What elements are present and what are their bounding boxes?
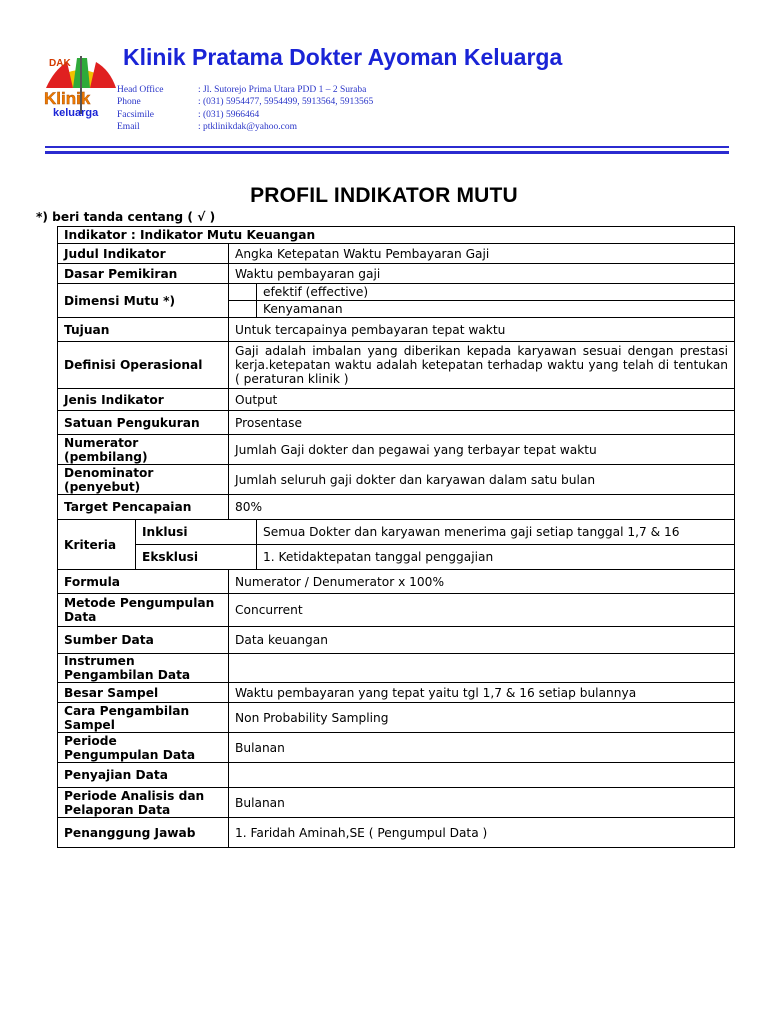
row-label-line: Cara Pengambilan (64, 703, 190, 718)
row-value: Data keuangan (229, 627, 735, 654)
table-row (58, 244, 735, 264)
logo-word-klinik: Klinik (44, 89, 91, 108)
row-label-line: Periode Analisis dan (64, 788, 205, 803)
row-value: Non Probability Sampling (229, 703, 735, 733)
contact-row-phone (117, 96, 373, 108)
row-label: Dasar Pemikiran (58, 264, 229, 284)
row-value: Angka Ketepatan Waktu Pembayaran Gaji (229, 244, 735, 264)
table-row (58, 654, 735, 683)
table-row (58, 703, 735, 733)
row-value: Numerator / Denumerator x 100% (229, 570, 735, 594)
row-value: Bulanan (229, 733, 735, 763)
row-label: Formula (58, 570, 229, 594)
contact-value: : ptklinikdak@yahoo.com (198, 121, 297, 132)
row-value: Output (229, 389, 735, 411)
row-label-line: Periode (64, 733, 117, 748)
row-sublabel: Inklusi (136, 520, 257, 545)
page-title: PROFIL INDIKATOR MUTU (250, 184, 518, 207)
table-row (58, 284, 735, 301)
row-label-line: Pengumpulan Data (64, 747, 196, 762)
row-value: Waktu pembayaran yang tepat yaitu tgl 1,7 & 16 setiap bulannya (229, 683, 735, 703)
contact-row-fax (117, 109, 373, 121)
row-label: Judul Indikator (58, 244, 229, 264)
row-label: Penanggung Jawab (58, 818, 229, 848)
contact-row-email (117, 121, 373, 133)
row-value: Jumlah Gaji dokter dan pegawai yang terbayar tepat waktu (229, 435, 735, 465)
checkmark-note: *) beri tanda centang ( √ ) (36, 210, 216, 224)
row-label: Target Pencapaian (58, 495, 229, 520)
contact-row-office (117, 84, 373, 96)
header-rule-thick (45, 151, 729, 154)
row-label-line: Sampel (64, 717, 115, 732)
table-row (58, 763, 735, 788)
row-label (58, 465, 229, 495)
table-row (58, 342, 735, 389)
clinic-name: Klinik Pratama Dokter Ayoman Keluarga (123, 44, 563, 70)
table-row (58, 227, 735, 244)
logo-arc-text: DAK (49, 58, 71, 69)
row-label-line: Instrumen (64, 654, 135, 668)
row-label-line: (pembilang) (64, 449, 148, 464)
table-row (58, 788, 735, 818)
table-row (58, 264, 735, 284)
contact-value: : Jl. Sutorejo Prima Utara PDD 1 – 2 Suraba (198, 85, 367, 95)
row-value: Gaji adalah imbalan yang diberikan kepada karyawan sesuai dengan prestasi kerja.ketepatan waktu adalah ketepatan terhadap waktu yang telah di tentukan ( peraturan klinik ) (229, 342, 735, 389)
contact-label: Facsimile (117, 109, 154, 120)
dimension-option: Kenyamanan (257, 301, 735, 318)
row-label: Satuan Pengukuran (58, 411, 229, 435)
row-value: Semua Dokter dan karyawan menerima gaji setiap tanggal 1,7 & 16 (257, 520, 735, 545)
row-value (229, 654, 735, 683)
row-label-line: (penyebut) (64, 479, 141, 494)
table-heading: Indikator : Indikator Mutu Keuangan (58, 227, 735, 244)
contact-value: : (031) 5966464 (198, 109, 260, 120)
row-value: 1. Faridah Aminah,SE ( Pengumpul Data ) (229, 818, 735, 848)
row-label (58, 654, 229, 683)
row-label-line: Data (64, 610, 97, 624)
row-label (58, 733, 229, 763)
row-value: Waktu pembayaran gaji (229, 264, 735, 284)
contact-label: Head Office (117, 85, 164, 95)
indicator-profile-table (57, 226, 735, 848)
row-label (58, 703, 229, 733)
row-label: Penyajian Data (58, 763, 229, 788)
logo-word-keluarga: keluarga (53, 107, 99, 119)
row-label (58, 594, 229, 627)
row-value: Concurrent (229, 594, 735, 627)
contact-label: Email (117, 121, 140, 132)
row-label: Besar Sampel (58, 683, 229, 703)
row-label-line: Metode Pengumpulan (64, 596, 215, 610)
row-value: Bulanan (229, 788, 735, 818)
table-row (58, 435, 735, 465)
row-value (229, 763, 735, 788)
row-label (58, 788, 229, 818)
header-rule-thin (45, 146, 729, 148)
row-label-line: Denominator (64, 465, 154, 480)
row-value: 80% (229, 495, 735, 520)
table-row (58, 683, 735, 703)
table-row (58, 545, 735, 570)
checkbox-cell[interactable] (229, 301, 257, 318)
row-label: Dimensi Mutu *) (58, 284, 229, 318)
row-label: Kriteria (58, 520, 136, 570)
table-row (58, 495, 735, 520)
row-label: Sumber Data (58, 627, 229, 654)
row-label-line: Numerator (64, 435, 139, 450)
row-label: Definisi Operasional (58, 342, 229, 389)
row-label: Tujuan (58, 318, 229, 342)
contact-block (117, 84, 373, 133)
contact-label: Phone (117, 97, 141, 108)
clinic-logo (40, 48, 122, 126)
table-row (58, 520, 735, 545)
row-value: 1. Ketidaktepatan tanggal penggajian (257, 545, 735, 570)
row-label (58, 435, 229, 465)
contact-value: : (031) 5954477, 5954499, 5913564, 5913565 (198, 97, 374, 108)
table-row (58, 411, 735, 435)
table-row (58, 389, 735, 411)
table-row (58, 465, 735, 495)
table-row (58, 318, 735, 342)
row-label-line: Pengambilan Data (64, 668, 191, 682)
table-row (58, 733, 735, 763)
table-row (58, 570, 735, 594)
table-row (58, 594, 735, 627)
checkbox-cell[interactable] (229, 284, 257, 301)
row-label: Jenis Indikator (58, 389, 229, 411)
row-label-line: Pelaporan Data (64, 802, 171, 817)
table-row (58, 627, 735, 654)
row-sublabel: Eksklusi (136, 545, 257, 570)
table-row (58, 818, 735, 848)
row-value: Prosentase (229, 411, 735, 435)
row-value: Untuk tercapainya pembayaran tepat waktu (229, 318, 735, 342)
dimension-option: efektif (effective) (257, 284, 735, 301)
row-value: Jumlah seluruh gaji dokter dan karyawan dalam satu bulan (229, 465, 735, 495)
